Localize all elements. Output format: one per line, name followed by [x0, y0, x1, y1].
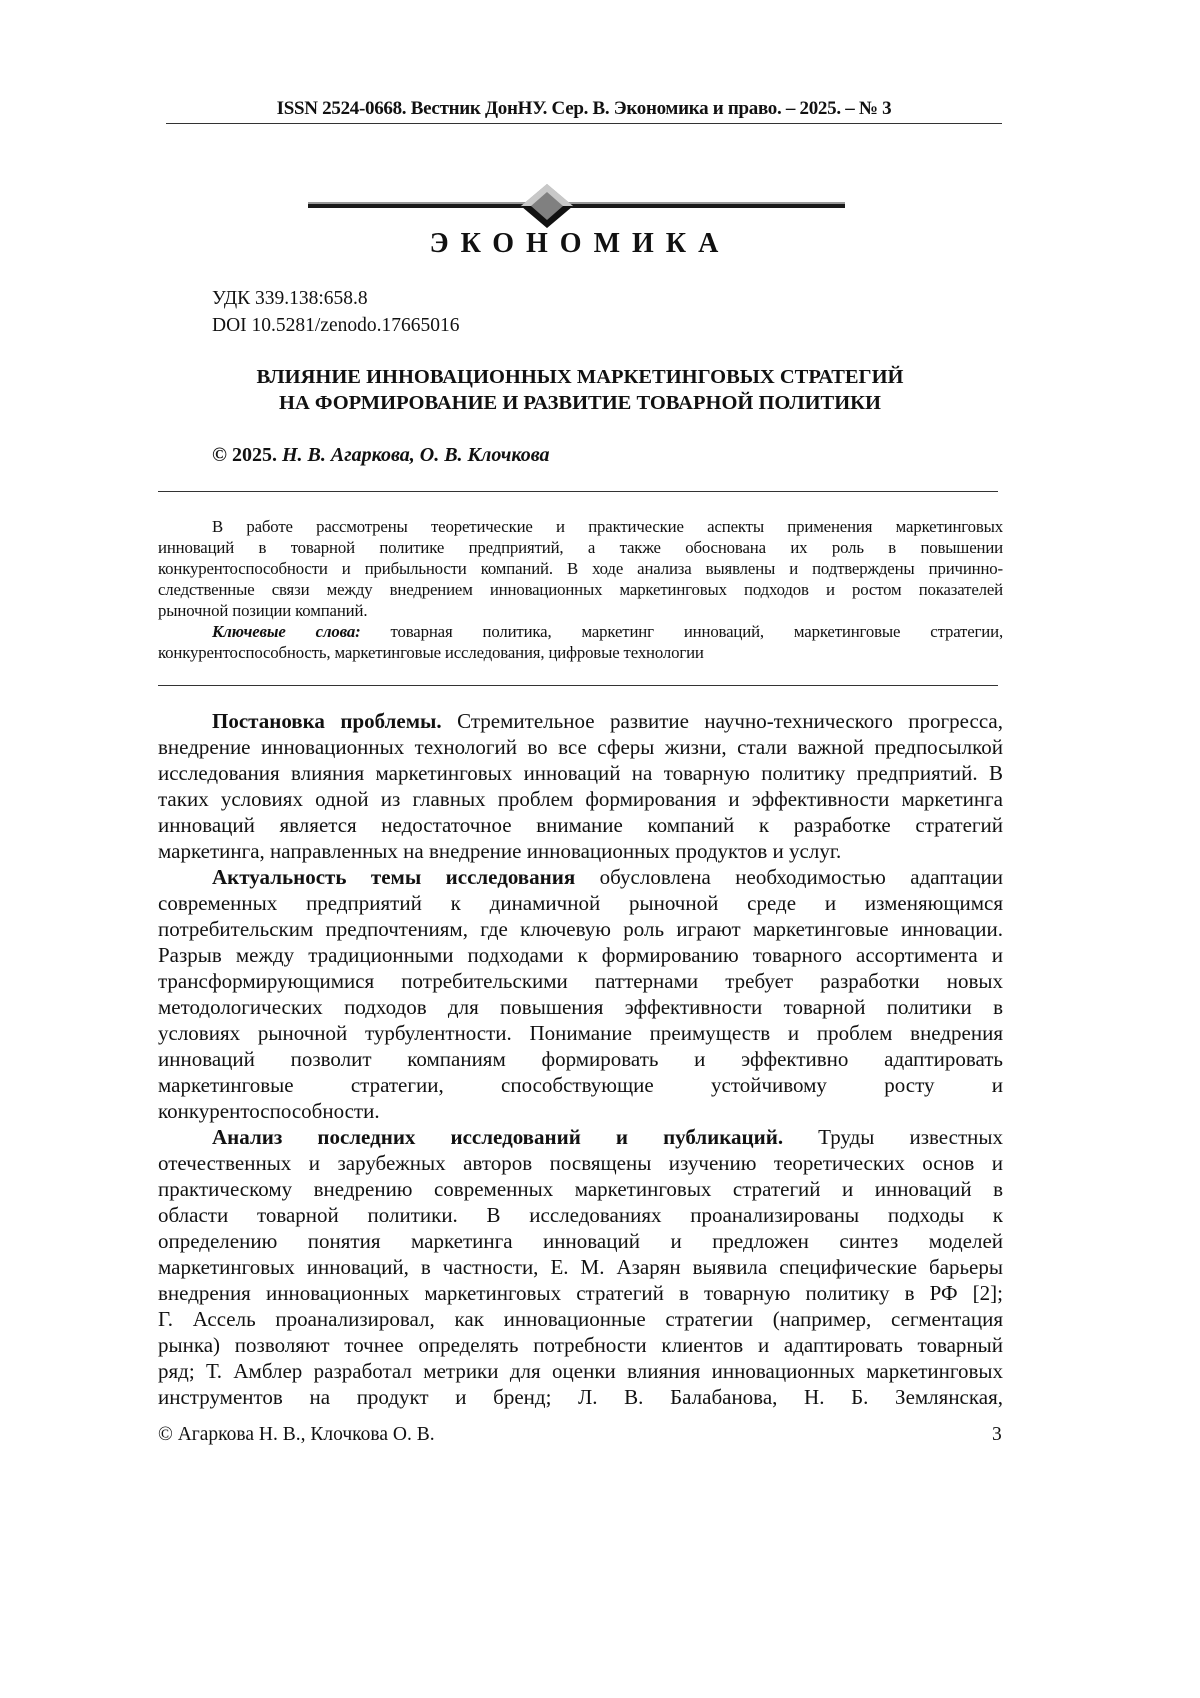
paragraph-line: рынка) позволяют точнее определять потребности клиентов и адаптировать товарный: [158, 1333, 1003, 1357]
paragraph-line: маркетинговые стратегии, способствующие устойчивому росту и: [158, 1073, 1003, 1097]
paragraph-line: инструментов на продукт и бренд; Л. В. Балабанова, Н. Б. Землянская,: [158, 1385, 1003, 1409]
authors-line: [212, 444, 550, 467]
paragraph-text: Труды известных: [783, 1125, 1003, 1149]
paragraph-line: конкурентоспособности.: [158, 1099, 380, 1123]
paragraph-lead: Постановка проблемы.: [212, 709, 442, 733]
page-number: 3: [992, 1424, 1002, 1445]
paragraph-lead: Актуальность темы исследования: [212, 865, 576, 889]
diamond-divider-icon: [305, 182, 850, 230]
paragraph-line: внедрение инновационных технологий во все сферы жизни, стали важной предпосылкой: [158, 735, 1003, 759]
udk: УДК 339.138:658.8: [212, 288, 368, 309]
footer-copyright: © Агаркова Н. В., Клочкова О. В.: [158, 1424, 435, 1445]
authors: Н. В. Агаркова, О. В. Клочкова: [281, 444, 550, 466]
abstract-line: В работе рассмотрены теоретические и практические аспекты применения маркетинговых: [212, 517, 1003, 536]
paragraph-line: определению понятия маркетинга инноваций и предложен синтез моделей: [158, 1229, 1003, 1253]
article-body: [158, 708, 1003, 1410]
abstract-line: рыночной позиции компаний.: [158, 601, 368, 620]
abstract-line: конкурентоспособности и прибыльности компаний. В ходе анализа выявлены и подтверждены причинно-: [158, 559, 1003, 578]
paragraph-line: современных предприятий к динамичной рыночной среде и изменяющимся: [158, 891, 1003, 915]
paragraph-line: Разрыв между традиционными подходами к формированию товарного ассортимента и: [158, 943, 1003, 967]
doi: DOI 10.5281/zenodo.17665016: [212, 315, 460, 336]
paragraph-text: Стремительное развитие научно-технического прогресса,: [441, 709, 1003, 733]
paragraph-line: исследования влияния маркетинговых инноваций на товарную политику предприятий. В: [158, 761, 1003, 785]
keywords-line: конкурентоспособность, маркетинговые исследования, цифровые технологии: [158, 643, 704, 662]
abstract-line: инноваций в товарной политике предприятий, а также обоснована их роль в повышении: [158, 538, 1003, 557]
abstract-top-rule: [158, 491, 998, 492]
paragraph-line: условиях рыночной турбулентности. Понимание преимуществ и проблем внедрения: [158, 1021, 1003, 1045]
keywords-text: товарная политика, маркетинг инноваций, маркетинговые стратегии,: [360, 622, 1003, 641]
paragraph-first-line: [158, 1124, 1003, 1150]
article-title-line-2: НА ФОРМИРОВАНИЕ И РАЗВИТИЕ ТОВАРНОЙ ПОЛИТИКИ: [279, 392, 881, 414]
paragraph-line: инноваций позволит компаниям формировать и эффективно адаптировать: [158, 1047, 1003, 1071]
paragraph-line: Г. Ассель проанализировал, как инновационные стратегии (например, сегментация: [158, 1307, 1003, 1331]
abstract-line: следственные связи между внедрением инновационных маркетинговых подходов и ростом показателей: [158, 580, 1003, 599]
paragraph-line: маркетинговых инноваций, в частности, Е. М. Азарян выявила специфические барьеры: [158, 1255, 1003, 1279]
keywords-line: [158, 621, 1003, 642]
abstract: [158, 516, 1003, 663]
paragraph-lead: Анализ последних исследований и публикаций.: [212, 1125, 784, 1149]
running-header: ISSN 2524-0668. Вестник ДонНУ. Сер. В. Экономика и право. – 2025. – № 3: [276, 98, 892, 119]
paragraph-line: внедрения инновационных маркетинговых стратегий в товарную политику в РФ [2];: [158, 1281, 1003, 1305]
paragraph-line: маркетинга, направленных на внедрение инновационных продуктов и услуг.: [158, 839, 842, 863]
paragraph-line: области товарной политики. В исследованиях проанализированы подходы к: [158, 1203, 1003, 1227]
paragraph-line: трансформирующимися потребительскими паттернами требует разработки новых: [158, 969, 1003, 993]
paragraph-text: обусловлена необходимостью адаптации: [575, 865, 1003, 889]
paragraph-line: потребительским предпочтениям, где ключевую роль играют маркетинговые инновации.: [158, 917, 1003, 941]
article-title-line-1: ВЛИЯНИЕ ИННОВАЦИОННЫХ МАРКЕТИНГОВЫХ СТРАТЕГИЙ: [256, 366, 904, 388]
paragraph-line: методологических подходов для повышения эффективности товарной политики в: [158, 995, 1003, 1019]
paragraph-line: инноваций является недостаточное внимание компаний к разработке стратегий: [158, 813, 1003, 837]
paragraph-line: таких условиях одной из главных проблем формирования и эффективности маркетинга: [158, 787, 1003, 811]
keywords-label: Ключевые слова:: [212, 622, 361, 641]
header-rule: [166, 123, 1002, 124]
section-title: ЭКОНОМИКА: [429, 228, 731, 259]
paragraph-line: ряд; Т. Амблер разработал метрики для оценки влияния инновационных маркетинговых: [158, 1359, 1003, 1383]
paragraph-line: практическому внедрению современных маркетинговых стратегий и инноваций в: [158, 1177, 1003, 1201]
paragraph-first-line: [158, 864, 1003, 890]
paragraph-first-line: [158, 708, 1003, 734]
abstract-bottom-rule: [158, 685, 998, 686]
copyright-year: © 2025.: [212, 444, 277, 466]
paragraph-line: отечественных и зарубежных авторов посвящены изучению теоретических основ и: [158, 1151, 1003, 1175]
